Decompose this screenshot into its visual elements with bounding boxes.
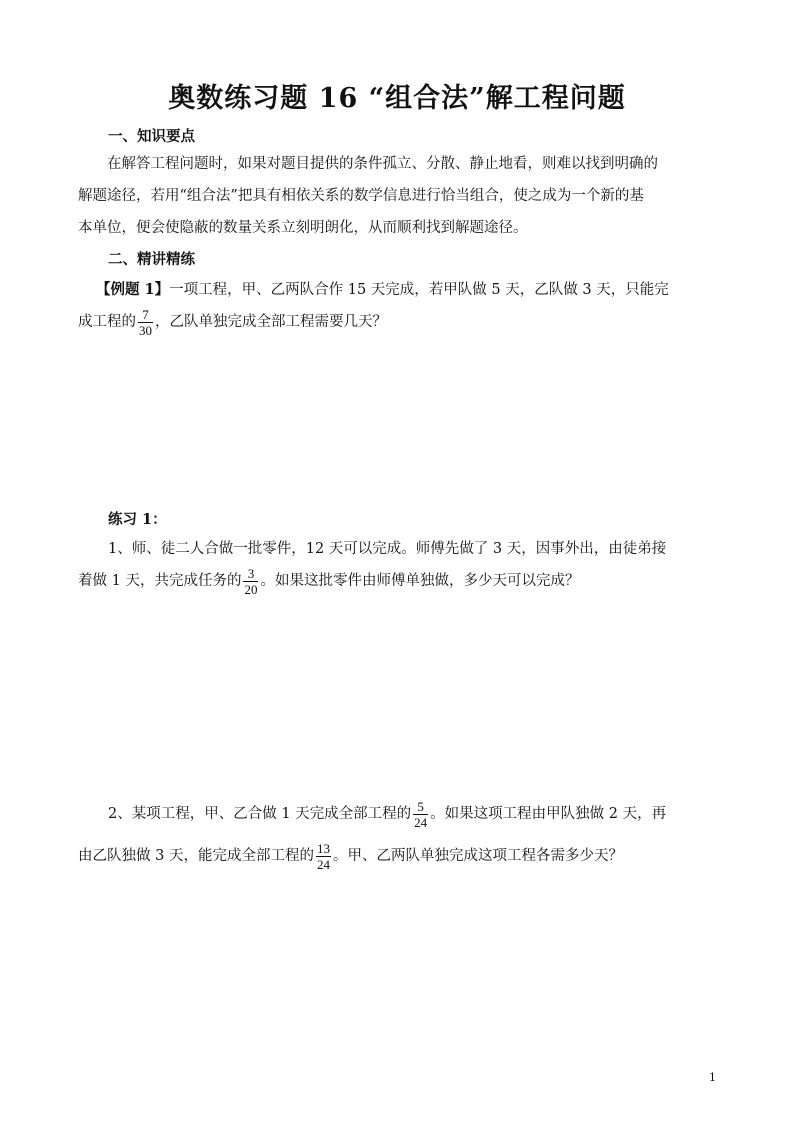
- fraction: [243, 566, 258, 597]
- paragraph-line: 解题途径，若用“组合法”把具有相依关系的数学信息进行恰当组合，使之成为一个新的基: [78, 188, 644, 204]
- fraction-denominator: 24: [316, 856, 330, 872]
- question-text: 。如果这批零件由师傅单独做，多少天可以完成？: [260, 573, 580, 589]
- question-text: 由乙队独做 3 天，能完成全部工程的: [78, 848, 314, 864]
- fraction: [413, 799, 428, 830]
- fraction: [138, 307, 153, 338]
- section-heading-key-points: 一、知识要点: [108, 128, 195, 145]
- example-label: 【例题 1】: [96, 281, 170, 298]
- section-heading-practice: 二、精讲精练: [108, 251, 195, 268]
- question-text: 1、师、徒二人合做一批零件，12 天可以完成。师傅先做了 3 天，因事外出，由徒弟接: [108, 541, 667, 557]
- fraction-numerator: 7: [138, 307, 153, 323]
- example-text: 一项工程，甲、乙两队合作 15 天完成，若甲队做 5 天，乙队做 3 天，只能完: [169, 282, 669, 298]
- page-number: 1: [709, 1071, 716, 1084]
- fraction: [316, 841, 331, 872]
- fraction-denominator: 20: [244, 581, 258, 597]
- question-text: 2、某项工程，甲、乙合做 1 天完成全部工程的: [108, 806, 412, 822]
- paragraph-line: 本单位，便会使隐蔽的数量关系立刻明朗化，从而顺利找到解题途径。: [78, 220, 528, 236]
- question-text: 。甲、乙两队单独完成这项工程各需多少天？: [332, 848, 623, 864]
- question-text: 。如果这项工程由甲队独做 2 天，再: [430, 806, 667, 822]
- example-1: [78, 274, 718, 338]
- fraction-numerator: 3: [243, 566, 258, 582]
- example-text: 成工程的: [78, 314, 136, 330]
- key-points-paragraph: [78, 148, 718, 244]
- fraction-numerator: 13: [316, 840, 330, 856]
- page-title: 奥数练习题 16 “组合法”解工程问题: [168, 83, 626, 114]
- practice-question-2: [78, 798, 718, 872]
- question-text: 着做 1 天，共完成任务的: [78, 573, 242, 589]
- fraction-numerator: 5: [413, 799, 428, 815]
- example-text: ，乙队单独完成全部工程需要几天？: [155, 314, 387, 330]
- practice-1-heading: 练习 1：: [108, 511, 167, 528]
- practice-question-1: [78, 533, 718, 597]
- fraction-denominator: 24: [414, 814, 428, 830]
- fraction-denominator: 30: [139, 322, 152, 338]
- paragraph-line: 在解答工程问题时，如果对题目提供的条件孤立、分散、静止地看，则难以找到明确的: [78, 156, 658, 172]
